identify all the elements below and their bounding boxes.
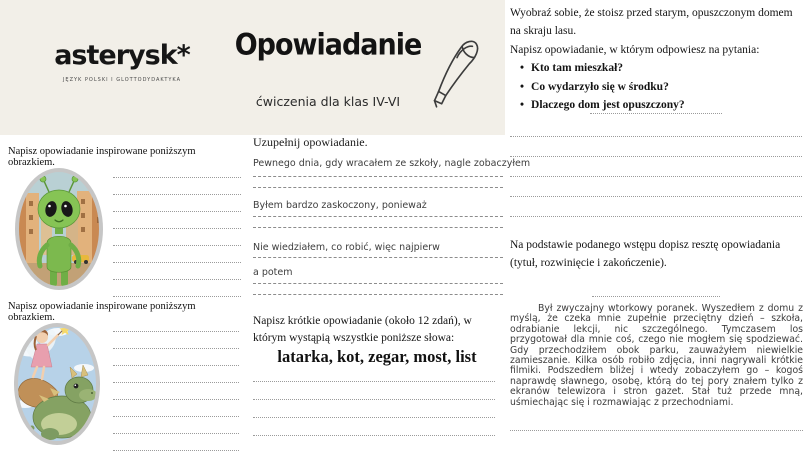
writing-line <box>113 195 241 212</box>
writing-line <box>113 383 239 400</box>
house-task-instruction: Napisz opowiadanie, w którym odpowiesz na pytania: <box>510 43 760 56</box>
writing-line <box>113 417 239 434</box>
writing-line <box>253 227 503 228</box>
picture-task-2-label: Napisz opowiadanie inspirowane poniższym obrazkiem. <box>8 301 196 323</box>
fill-in-prompt: Nie wiedziałem, co robić, więc najpierw <box>253 242 440 253</box>
fill-in-prompt: Pewnego dnia, gdy wracałem ze szkoły, nagle zobaczyłem <box>253 158 531 169</box>
logo-text: asterysk* <box>54 40 190 71</box>
writing-line <box>113 366 239 383</box>
house-task <box>510 4 806 114</box>
logo-subtitle: JĘZYK POLSKI I GLOTTODYDAKTYKA <box>62 77 182 83</box>
writing-line <box>253 257 503 258</box>
fill-in-prompt: a potem <box>253 267 293 278</box>
writing-line <box>113 349 239 366</box>
alien-city-image <box>13 165 105 293</box>
writing-line <box>113 229 241 246</box>
question-item: • Kto tam mieszkał? <box>520 59 806 77</box>
picture-task-2-writing-lines <box>113 315 239 451</box>
writing-line <box>253 187 503 188</box>
writing-line <box>253 399 495 400</box>
house-task-intro: Wyobraź sobie, że stoisz przed starym, opuszczonym domem na skraju lasu. <box>510 7 793 38</box>
writing-line <box>510 136 802 137</box>
question-item: • Co wydarzyło się w środku? <box>520 78 806 96</box>
fountain-pen-icon <box>424 33 486 115</box>
writing-line <box>253 294 503 295</box>
page-subtitle: ćwiczenia dla klas IV-VI <box>255 94 401 109</box>
writing-line <box>113 400 239 417</box>
writing-line <box>253 435 495 436</box>
writing-line <box>113 263 241 280</box>
writing-line <box>253 176 503 177</box>
writing-line <box>510 176 802 177</box>
writing-line <box>253 381 495 382</box>
writing-line <box>113 178 241 195</box>
writing-line <box>253 283 503 284</box>
picture-task-1-writing-lines <box>113 161 241 297</box>
writing-line <box>113 161 241 178</box>
logo <box>42 40 202 83</box>
writing-line <box>113 315 239 332</box>
writing-line <box>113 280 241 297</box>
page-title: Opowiadanie <box>234 28 422 63</box>
header-band <box>0 0 505 135</box>
writing-line <box>510 216 802 217</box>
words-task-label: Napisz krótkie opowiadanie (około 12 zdań), w którym wystąpią wszystkie poniższe słowa: <box>253 315 472 344</box>
title-writing-line <box>590 113 722 114</box>
fill-in-prompt: Byłem bardzo zaskoczony, ponieważ <box>253 200 427 211</box>
writing-line <box>113 212 241 229</box>
writing-line <box>510 156 802 157</box>
writing-line <box>510 196 802 197</box>
fairy-dragon-image <box>12 320 102 448</box>
writing-line <box>253 417 495 418</box>
question-list <box>510 59 806 114</box>
fill-in-title: Uzupełnij opowiadanie. <box>253 135 368 149</box>
writing-line <box>113 434 239 451</box>
word-list: latarka, kot, zegar, most, list <box>277 347 477 366</box>
writing-line <box>510 430 803 431</box>
writing-line <box>113 332 239 349</box>
writing-line <box>253 216 503 217</box>
writing-line <box>113 246 241 263</box>
question-item: • Dlaczego dom jest opuszczony? <box>520 96 806 114</box>
title-writing-line <box>592 296 720 297</box>
story-intro-text: Był zwyczajny wtorkowy poranek. Wyszedłem z domu z myślą, że czeka mnie zupełnie przeciętny dzień – szkoła, odrabianie lekcji, nic szczególnego. Tymczasem los przygotował dla mnie coś, czego nie mogłem się spodziewać. Gdy przechodziłem obok parku, zauważyłem niewielkie zamieszanie. Kilka osób robiło zdjęcia, inni nagrywali krótkie filmiki. Podszedłem bliżej i wtedy zobaczyłem go – kogoś naprawdę sławnego, osobę, którą do tej pory znałem tylko z ekranów telewizora i stron gazet. Stał tuż przede mną, uśmiechając się i rozmawiając z przechodniami. <box>510 303 803 408</box>
picture-task-1-label: Napisz opowiadanie inspirowane poniższym obrazkiem. <box>8 146 196 168</box>
continue-task-label: Na podstawie podanego wstępu dopisz resztę opowiadania (tytuł, rozwinięcie i zakończenie). <box>510 239 781 269</box>
